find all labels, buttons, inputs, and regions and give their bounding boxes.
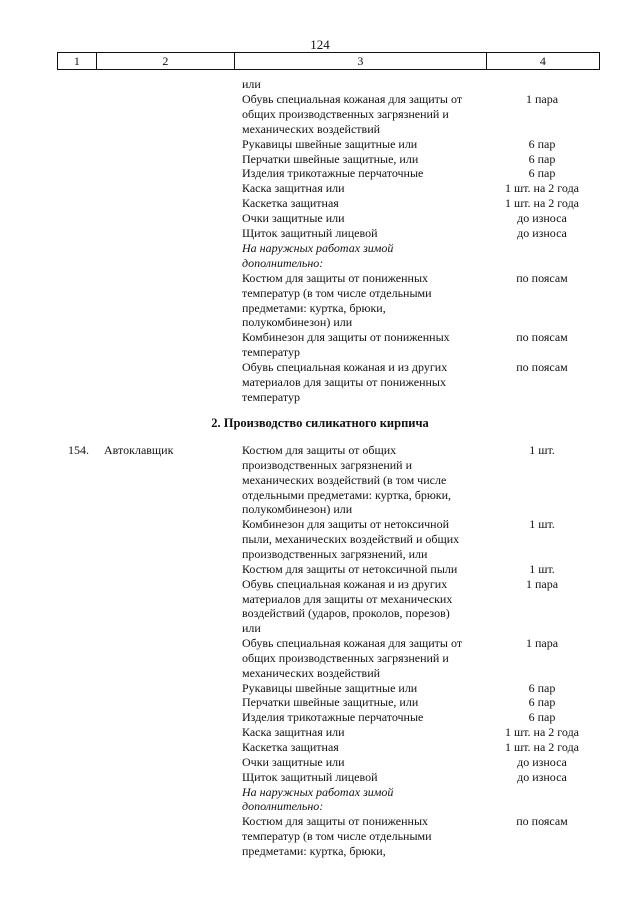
- item-quantity: 6 пар: [528, 695, 556, 710]
- table-row: [0, 286, 640, 301]
- item-text: Каскетка защитная: [242, 196, 339, 211]
- table-row: [0, 710, 640, 725]
- item-quantity: 1 пара: [525, 91, 559, 106]
- item-text: общих производственных загрязнений и: [242, 650, 449, 665]
- item-quantity: 6 пар: [528, 166, 556, 181]
- item-text: дополнительно:: [242, 799, 324, 814]
- item-text: Очки защитные или: [242, 754, 345, 769]
- table-row: [0, 107, 640, 122]
- item-text: или: [242, 77, 261, 91]
- item-text: Каска защитная или: [242, 181, 345, 196]
- table-row: [0, 77, 640, 92]
- item-quantity: 6 пар: [528, 151, 556, 166]
- item-text: общих производственных загрязнений и: [242, 106, 449, 121]
- item-text: Костюм для защиты от нетоксичной пыли: [242, 561, 458, 576]
- section-title: 2. Производство силикатного кирпича: [211, 416, 429, 430]
- item-text: температур: [242, 389, 301, 404]
- item-quantity: до износа: [517, 226, 567, 240]
- table-row: [0, 137, 640, 152]
- table-row: [0, 755, 640, 770]
- item-text: Костюм для защиты от общих: [242, 443, 397, 457]
- item-quantity: 1 шт.: [529, 561, 555, 576]
- item-text: Перчатки швейные защитные, или: [242, 695, 419, 710]
- item-quantity: 6 пар: [528, 680, 556, 695]
- table-row: [0, 301, 640, 316]
- item-text: или: [242, 621, 261, 636]
- item-quantity: 1 шт. на 2 года: [504, 740, 580, 754]
- item-text: Очки защитные или: [242, 211, 345, 226]
- table-row: [0, 666, 640, 681]
- item-text: Перчатки швейные защитные, или: [242, 151, 419, 166]
- table-row: [0, 844, 640, 859]
- table-row: [0, 785, 640, 800]
- item-text: Комбинезон для защиты от нетоксичной: [242, 517, 450, 532]
- item-quantity: 1 пара: [525, 576, 559, 591]
- table-row: [0, 226, 640, 241]
- entry-number: 154.: [68, 443, 89, 457]
- item-text: Обувь специальная кожаная и из других: [242, 576, 448, 591]
- item-quantity: 1 пара: [525, 636, 559, 651]
- item-quantity: до износа: [517, 769, 567, 784]
- item-quantity: до износа: [517, 754, 567, 769]
- table-row: [0, 547, 640, 562]
- item-text: предметами: куртка, брюки,: [242, 843, 386, 858]
- item-text: Изделия трикотажные перчаточные: [242, 166, 424, 181]
- item-text: механических воздействий: [242, 665, 381, 680]
- table-row: [0, 458, 640, 473]
- table-row: [0, 256, 640, 271]
- item-text: производственных загрязнений, или: [242, 546, 428, 561]
- item-quantity: до износа: [517, 211, 567, 226]
- item-text: На наружных работах зимой: [242, 240, 394, 255]
- item-quantity: по поясам: [516, 814, 568, 829]
- item-text: Каска защитная или: [242, 725, 345, 740]
- item-quantity: 1 шт. на 2 года: [504, 196, 580, 211]
- table-row: [0, 166, 640, 181]
- table-row: [0, 814, 640, 829]
- item-quantity: по поясам: [516, 270, 568, 285]
- item-text: Костюм для защиты от пониженных: [242, 270, 429, 285]
- table-row: [0, 152, 640, 167]
- table-row: [0, 740, 640, 755]
- item-quantity: 1 шт. на 2 года: [504, 181, 580, 196]
- header-col-2: 2: [97, 53, 235, 69]
- table-row: [0, 330, 640, 345]
- table-row: [0, 443, 640, 458]
- table-row: [0, 122, 640, 137]
- table-row: [0, 592, 640, 607]
- table-row: [0, 345, 640, 360]
- item-text: пыли, механических воздействий и общих: [242, 532, 460, 547]
- header-col-4: 4: [539, 54, 546, 68]
- table-row: [0, 770, 640, 785]
- table-row: [0, 390, 640, 405]
- item-text: Щиток защитный лицевой: [242, 226, 378, 240]
- table-row: [0, 829, 640, 844]
- item-text: производственных загрязнений и: [242, 457, 413, 472]
- item-text: Обувь специальная кожаная для защиты от: [242, 636, 463, 651]
- item-text: Рукавицы швейные защитные или: [242, 136, 418, 151]
- table-row: [0, 636, 640, 651]
- table-row: [0, 375, 640, 390]
- item-text: На наружных работах зимой: [242, 784, 394, 799]
- item-text: Каскетка защитная: [242, 740, 339, 754]
- item-text: отдельными предметами: куртка, брюки,: [242, 487, 452, 502]
- item-quantity: 6 пар: [528, 136, 556, 151]
- table-row: [0, 92, 640, 107]
- item-text: Щиток защитный лицевой: [242, 769, 378, 784]
- table-header: [57, 52, 600, 70]
- profession-name: Автоклавщик: [104, 443, 174, 457]
- table-row: [0, 651, 640, 666]
- page-number: 124: [310, 37, 330, 52]
- item-text: полукомбинезон) или: [242, 315, 353, 330]
- item-quantity: по поясам: [516, 330, 568, 345]
- item-quantity: по поясам: [516, 360, 568, 375]
- item-text: Обувь специальная кожаная для защиты от: [242, 91, 463, 106]
- table-row: [0, 695, 640, 710]
- table-row: [0, 799, 640, 814]
- table-row: [0, 271, 640, 286]
- table-row: [0, 502, 640, 517]
- table-row: [0, 577, 640, 592]
- table-row: [0, 315, 640, 330]
- item-text: механических воздействий (в том числе: [242, 472, 447, 487]
- table-row: [0, 532, 640, 547]
- header-col-1: 1: [58, 53, 97, 69]
- item-quantity: 1 шт.: [529, 517, 555, 532]
- table-row: [0, 681, 640, 696]
- item-text: температур: [242, 345, 301, 360]
- table-row: [0, 562, 640, 577]
- item-text: Комбинезон для защиты от пониженных: [242, 330, 450, 345]
- header-col-3: 3: [235, 53, 487, 69]
- table-row: [0, 241, 640, 256]
- table-row: [0, 725, 640, 740]
- item-text: Обувь специальная кожаная и из других: [242, 360, 448, 375]
- item-text: воздействий (ударов, проколов, порезов): [242, 606, 450, 621]
- item-text: температур (в том числе отдельными: [242, 285, 432, 300]
- table-row: [0, 517, 640, 532]
- item-text: Костюм для защиты от пониженных: [242, 814, 429, 829]
- table-row: [0, 211, 640, 226]
- table-row: [0, 360, 640, 375]
- item-text: предметами: куртка, брюки,: [242, 300, 386, 315]
- item-text: материалов для защиты от механических: [242, 591, 453, 606]
- item-text: Рукавицы швейные защитные или: [242, 680, 418, 695]
- table-row: [0, 488, 640, 503]
- item-text: дополнительно:: [242, 255, 324, 270]
- table-row: [0, 196, 640, 211]
- table-row: [0, 606, 640, 621]
- table-row: [0, 621, 640, 636]
- item-text: механических воздействий: [242, 121, 381, 136]
- table-row: [0, 181, 640, 196]
- item-text: Изделия трикотажные перчаточные: [242, 710, 424, 725]
- item-text: материалов для защиты от пониженных: [242, 375, 446, 389]
- item-quantity: 6 пар: [528, 710, 556, 725]
- item-quantity: 1 шт. на 2 года: [504, 725, 580, 740]
- table-row: [0, 473, 640, 488]
- item-text: полукомбинезон) или: [242, 502, 353, 517]
- item-quantity: 1 шт.: [529, 443, 555, 457]
- item-text: температур (в том числе отдельными: [242, 829, 432, 844]
